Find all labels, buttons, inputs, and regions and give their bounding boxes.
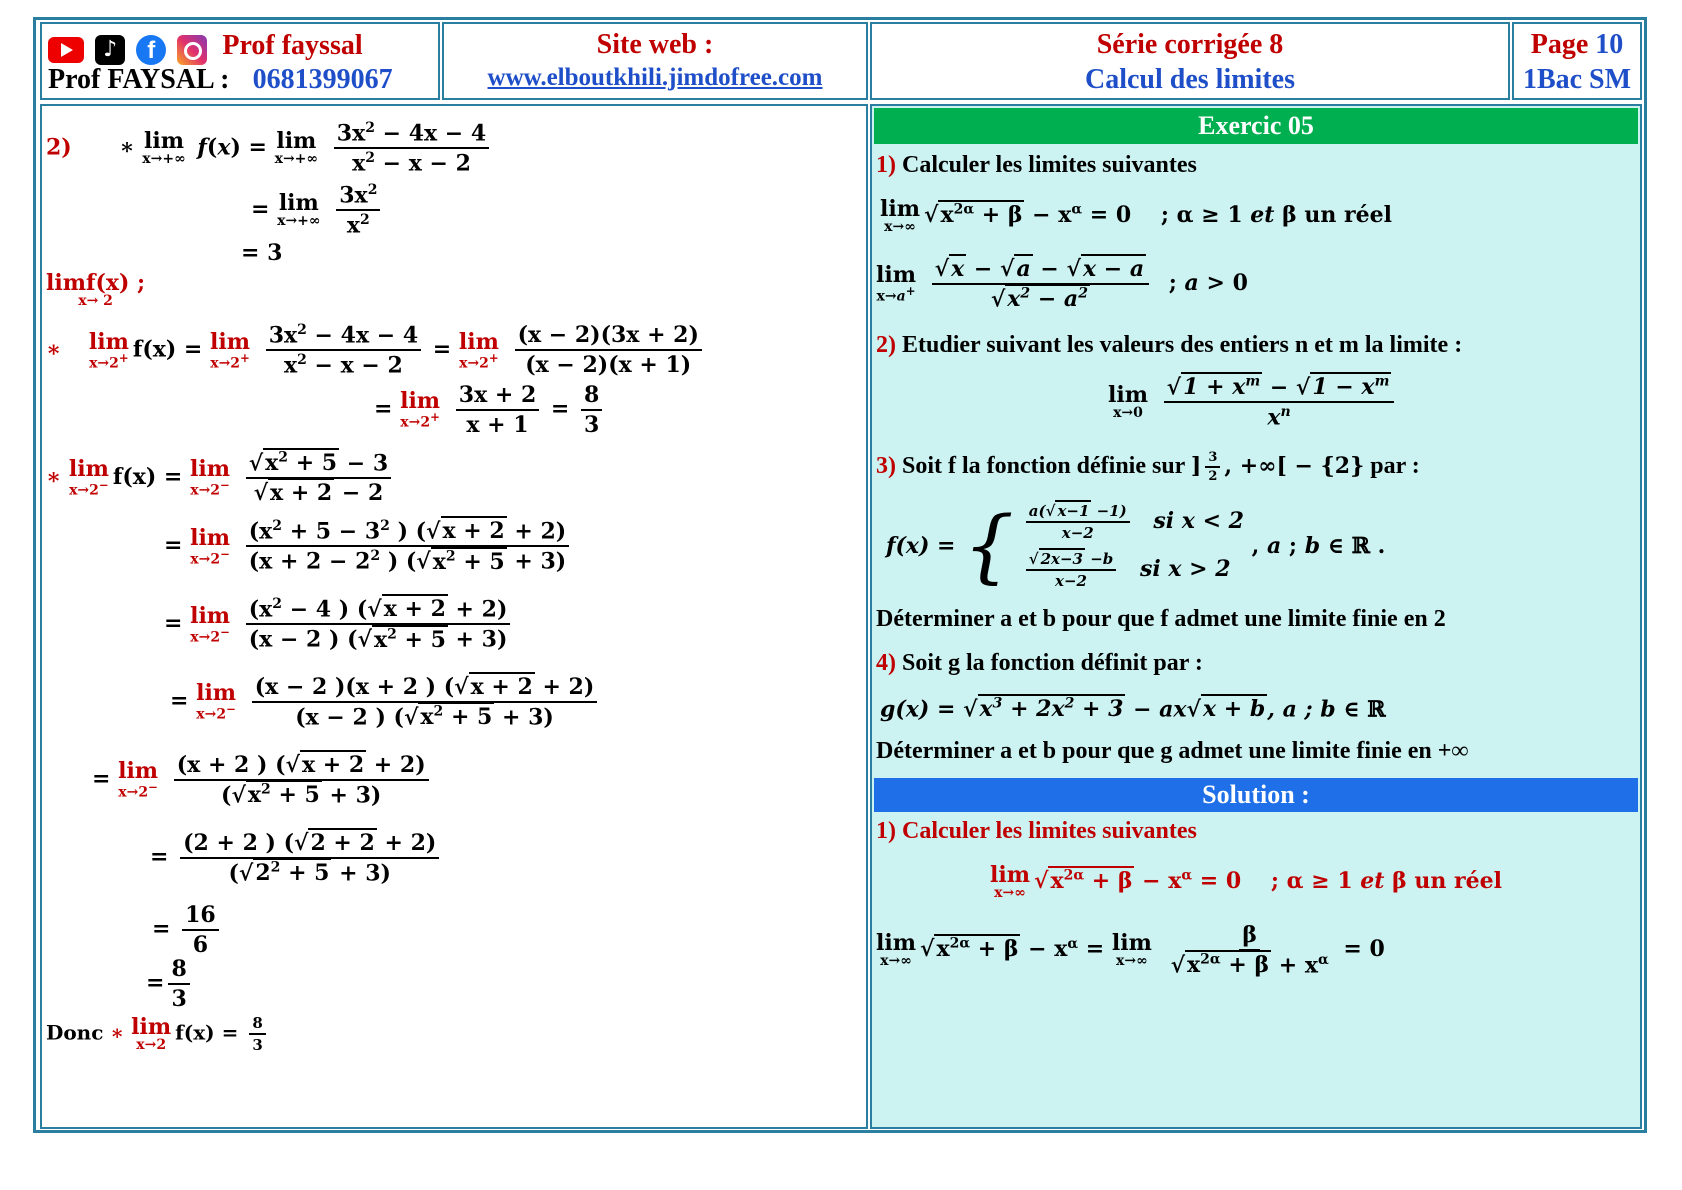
left-line-7: ∗ lim x→2− f(x) = lim x→2− $\frac{√x^2 + 5 - 3}{√x + 2 - 2}$	[46, 450, 395, 506]
tiktok-icon[interactable]: ♪	[95, 35, 125, 65]
q2-heading: 2) Etudier suivant les valeurs des entiers n et m la limite :	[876, 332, 1463, 358]
left-line-2: = lim x→+∞ $\frac{3x^2}{x^2}$	[251, 182, 384, 239]
page-number: 10	[1595, 29, 1624, 60]
instagram-icon[interactable]	[177, 35, 207, 65]
q4a-formula: $g(x) = √x^3 + 2x^2 + 3 - ax√x + b$, a ; b ∈ ℝ	[880, 696, 1386, 723]
left-line-1: 2) ∗ lim x→+∞ f(x) = lim x→+∞ $\frac{3x^2 - 4x - 4}{x^2 - x - 2}$	[46, 120, 493, 177]
site-url-link[interactable]: www.elboutkhili.jimdofree.com	[487, 64, 823, 91]
left-line-3: = 3	[241, 240, 283, 266]
left-line-5: ∗ lim x→2+ f(x) = lim x→2+ $\frac{3x^2 - 4x - 4}{x^2 - x - 2}$ = lim x→2+ $\frac{(x - 2)(3x + 2)}{(x - 2)(x + 1)}$	[46, 322, 706, 379]
left-line-8: = lim x→2− $\frac{(x^2 + 5 - 3^2 ) (√x + 2 + 2)}{(x + 2 - 2^2 ) (√x^2 + 5 + 3)}$	[164, 518, 573, 575]
left-line-12: = $\frac{(2 + 2 ) (√2 + 2 + 2)}{(√2^2 + 5 + 3)}$	[150, 830, 443, 886]
left-line-4: limf(x) ; x→ 2	[46, 270, 146, 309]
q4b-text: Déterminer a et b pour que g admet une limite finie en +∞	[876, 738, 1469, 764]
site-label: Site web :	[596, 29, 714, 60]
q1b-formula: lim x→a+ $\frac{√x - √a - √x - a}{√x^2 - a^2}$ ; a > 0	[876, 256, 1248, 313]
brand-name: Prof fayssal	[222, 30, 363, 61]
facebook-icon[interactable]: f	[136, 35, 166, 65]
left-line-6: = lim x→2+ $\frac{3x + 2}{x + 1}$ = $\frac{8}{3}$	[374, 382, 606, 438]
header-title	[870, 22, 1510, 100]
right-column	[870, 104, 1642, 1129]
solution-band: Solution :	[874, 778, 1638, 812]
q1a-formula: lim x→∞ $√x^{2\alpha} + \beta - x^\alpha = 0$ ; α ≥ 1 et β un réel	[880, 196, 1392, 235]
left-line-14: = $\frac{8}{3}$	[146, 956, 194, 1012]
subject-title: Calcul des limites	[1085, 64, 1295, 95]
q3-heading: 3) Soit f la fonction définie sur ] $\frac{3}{2}$ , +∞[ − {2} par :	[876, 450, 1420, 484]
header-page	[1512, 22, 1642, 100]
left-line-9: = lim x→2− $\frac{(x^2 - 4 ) (√x + 2 + 2)}{(x - 2 ) (√x^2 + 5 + 3)}$	[164, 596, 514, 653]
left-line-10: = lim x→2− $\frac{(x - 2 )(x + 2 ) (√x + 2 + 2)}{(x - 2 ) (√x^2 + 5 + 3)}$	[170, 674, 601, 730]
youtube-icon[interactable]	[48, 37, 84, 63]
left-line-13: = $\frac{16}{6}$	[152, 902, 223, 958]
q4-heading: 4) Soit g la fonction définit par :	[876, 650, 1203, 676]
left-column	[40, 104, 868, 1129]
header-site	[442, 22, 868, 100]
phone-number: 0681399067	[252, 64, 393, 95]
q1-heading: 1) Calculer les limites suivantes	[876, 152, 1197, 178]
series-title: Série corrigée 8	[1096, 29, 1284, 60]
s1-heading: 1) Calculer les limites suivantes	[876, 818, 1197, 844]
page-word: Page	[1530, 29, 1589, 60]
s1b-formula: lim x→∞ $√x^{2\alpha} + \beta - x^\alpha$ = lim x→∞ $\frac{\beta}{√x^{2\alpha} + \beta + x^\alpha}$ = 0	[876, 922, 1385, 979]
s1a-formula: lim x→∞ $√x^{2\alpha} + \beta - x^\alpha = 0$ ; α ≥ 1 et β un réel	[990, 862, 1502, 901]
left-line-11: = lim x→2− $\frac{(x + 2 ) (√x + 2 + 2)}{(√x^2 + 5 + 3)}$	[92, 752, 433, 808]
q3b-text: Déterminer a et b pour que f admet une limite finie en 2	[876, 606, 1446, 632]
level-label: 1Bac SM	[1522, 64, 1632, 95]
header-brand	[40, 22, 440, 100]
left-line-15: Donc ∗ lim x→2 f(x) = $\frac{8}{3}$	[46, 1014, 270, 1054]
exercise-band: Exercic 05	[874, 108, 1638, 144]
brand-full: Prof FAYSAL :	[48, 64, 230, 95]
q3a-formula: f(x) = { $\frac{a(√ x-1 -1)}{x-2}$ si x < 2 $\frac{√ 2x-3 -b}{x-2}$ si x > 2 , a ; b ∈ ℝ .	[886, 499, 1386, 592]
q2a-formula: lim x→0 $\frac{√1 + x^m - √1 - x^m}{x^n}$	[1108, 374, 1398, 431]
